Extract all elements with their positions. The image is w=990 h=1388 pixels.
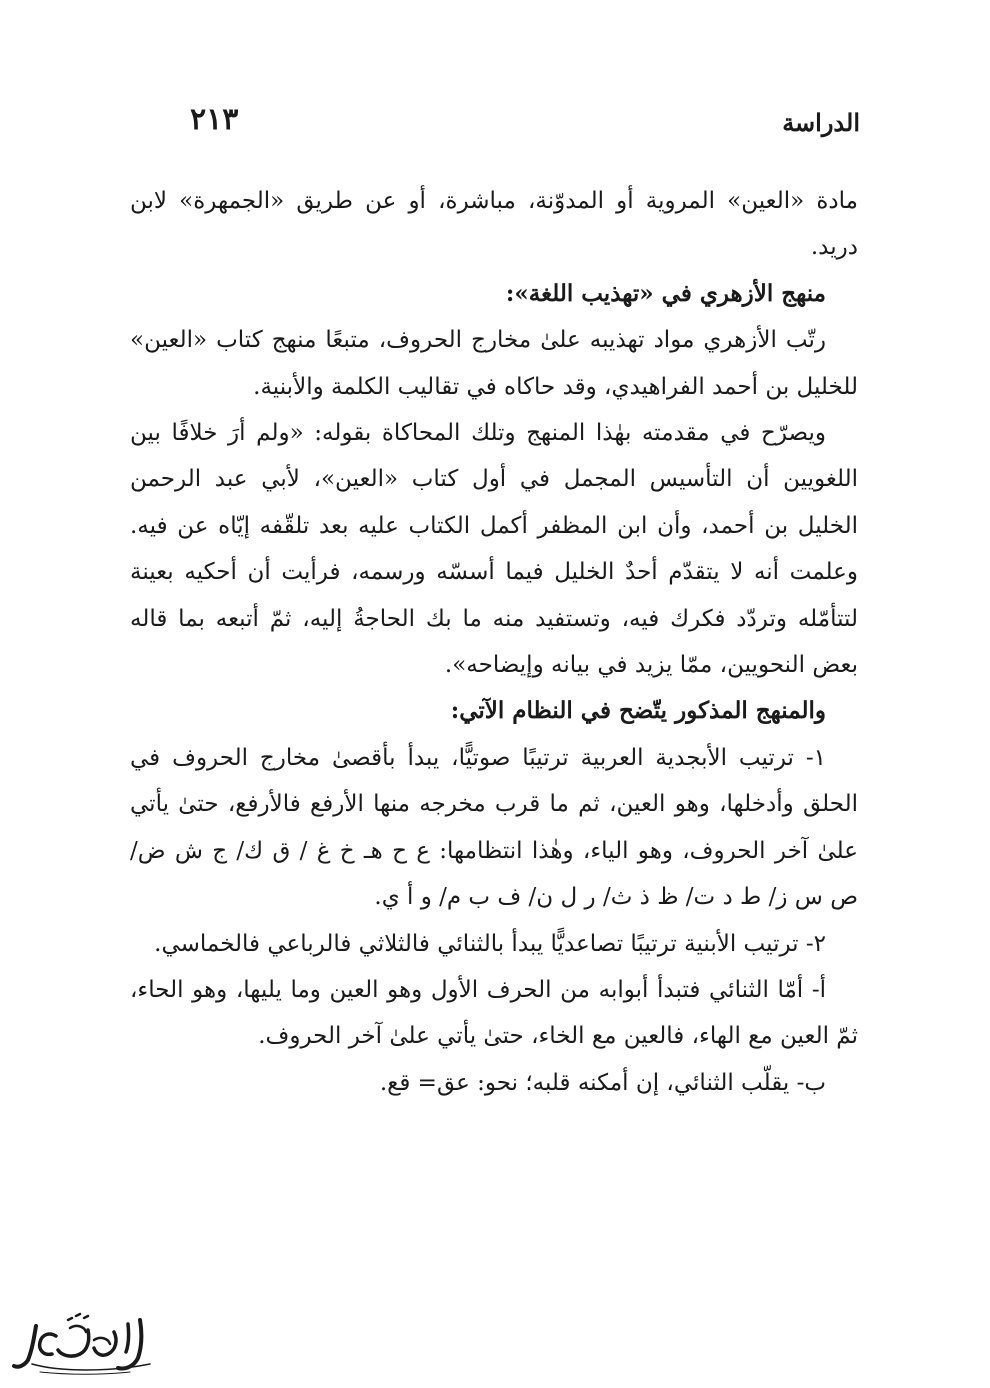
sub-list-item: أ- أمّا الثنائي فتبدأ أبوابه من الحرف الأول وهو العين وما يليها، وهو الحاء، ثمّ العين مع الهاء، فالعين مع الخاء، حتىٰ يأتي علىٰ آخر الحروف.	[130, 976, 858, 1050]
page-header	[130, 102, 860, 148]
body-text	[130, 178, 858, 1106]
calligraphic-logo-icon	[10, 1312, 160, 1378]
sub-list-item: ب- يقلّب الثنائي، إن أمكنه قلبه؛ نحو: عق= قع.	[379, 1069, 826, 1096]
subsection-heading: والمنهج المذكور يتّضح في النظام الآتي:	[450, 697, 826, 725]
paragraph: رتّب الأزهري مواد تهذيبه علىٰ مخارج الحروف، متبعًا منهج كتاب «العين» للخليل بن أحمد الفراهيدي، وقد حاكاه في تقاليب الكلمة والأبنية.	[130, 327, 858, 400]
list-item: ٢- ترتيب الأبنية ترتيبًا تصاعديًّا يبدأ بالثنائي فالثلاثي فالرباعي فالخماسي.	[154, 930, 826, 957]
running-title: الدراسة	[782, 108, 860, 137]
section-heading: منهج الأزهري في «تهذيب اللغة»:	[505, 279, 826, 307]
page-number: ٢١٣	[190, 102, 239, 137]
list-item: ١- ترتيب الأبجدية العربية ترتيبًا صوتيًّا، يبدأ بأقصىٰ مخارج الحروف في الحلق وأدخلها، وهو العين، ثم ما قرب مخرجه منها الأرفع فالأرفع، حتىٰ يأتي علىٰ آخر الحروف، وهو الياء، وهٰذا انتظامها: ع ح هـ خ غ / ق ك/ ج ش ض/ ص س ز/ ط د ت/ ظ ذ ث/ ر ل ن/ ف ب م/ و أ ي.	[130, 744, 858, 911]
paragraph-continuation: مادة «العين» المروية أو المدوّنة، مباشرة، أو عن طريق «الجمهرة» لابن دريد.	[130, 188, 858, 261]
paragraph: ويصرّح في مقدمته بهٰذا المنهج وتلك المحاكاة بقوله: «ولم أرَ خلافًا بين اللغويين أن التأسيس المجمل في أول كتاب «العين»، لأبي عبد الرحمن الخليل بن أحمد، وأن ابن المظفر أكمل الكتاب عليه بعد تلقّفه إيّاه عن فيه. وعلمت أنه لا يتقدّم أحدٌ الخليل فيما أسسّه ورسمه، فرأيت أن أحكيه بعينة لتتأمّله وتردّد فكرك فيه، وتستفيد منه ما بك الحاجةُ إليه، ثمّ أتبعه بما قاله بعض النحويين، ممّا يزيد في بيانه وإيضاحه».	[130, 420, 858, 679]
